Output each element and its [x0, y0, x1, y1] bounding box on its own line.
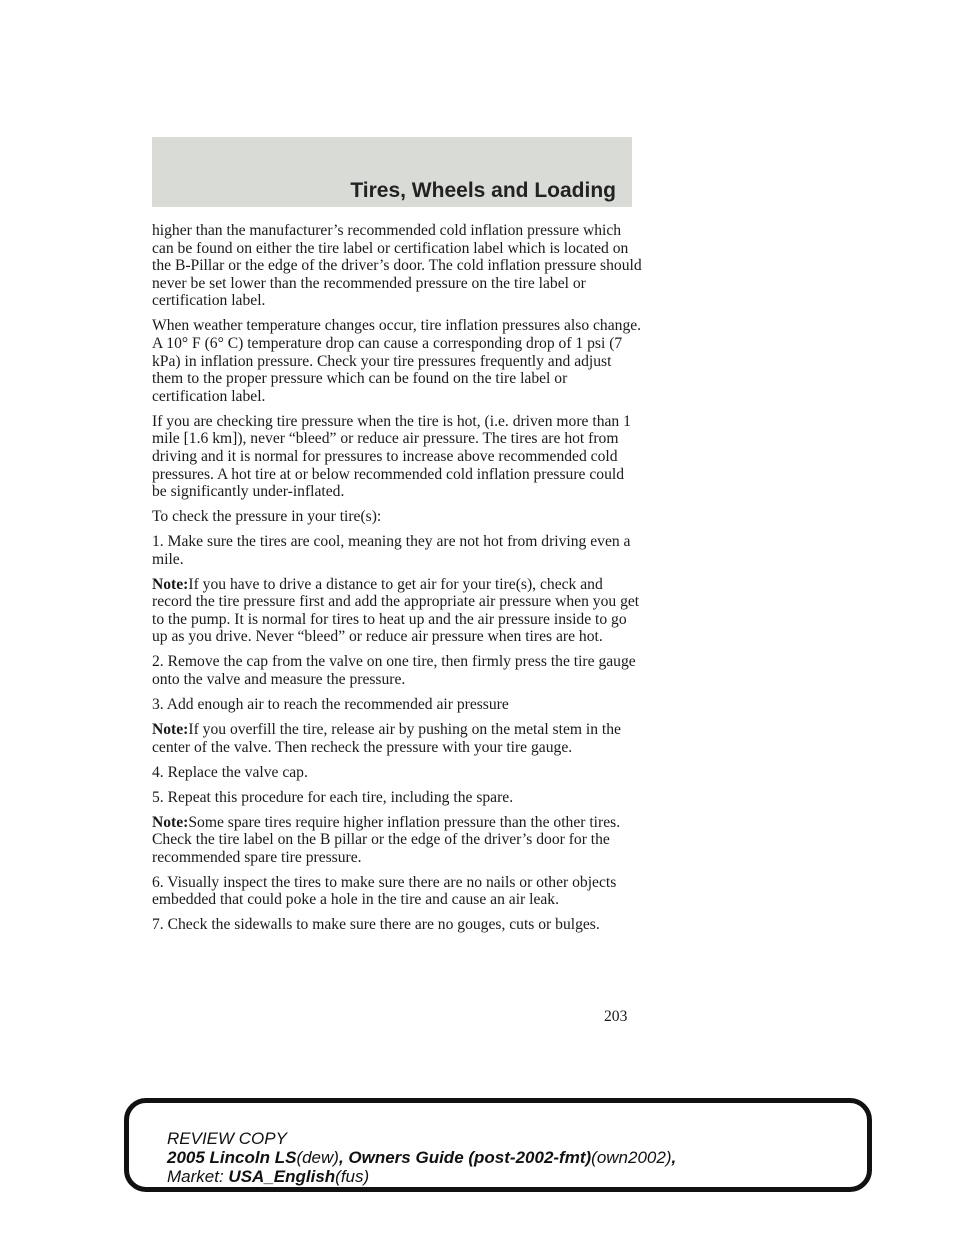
- step-2: 2. Remove the cap from the valve on one tire, then firmly press the tire gauge onto the valve and measure the pressure.: [152, 653, 636, 688]
- note: [152, 814, 642, 867]
- step-1: 1. Make sure the tires are cool, meaning they are not hot from driving even a mile.: [152, 533, 631, 568]
- note-label: Note:: [152, 813, 189, 831]
- market-label: Market:: [167, 1167, 224, 1186]
- paragraph: When weather temperature changes occur, tire inflation pressures also change. A 10° F (6° C) temperature drop can cause a corresponding drop of 1 psi (7 kPa) in inflation pressure. Check your tire pressures frequently and adjust them to the proper pressure which can be found on the tire label or certification label.: [152, 317, 642, 405]
- market-code: (fus): [335, 1167, 370, 1186]
- note: [152, 721, 642, 756]
- step-6: 6. Visually inspect the tires to make sure there are no nails or other objects embedded that could poke a hole in the tire and cause an air leak.: [152, 873, 617, 909]
- review-copy-line: REVIEW COPY: [167, 1129, 287, 1148]
- document-id-line: [167, 1148, 676, 1167]
- note-label: Note:: [152, 720, 189, 738]
- note: [152, 576, 642, 646]
- review-copy-text: [167, 1129, 676, 1186]
- body-text: [152, 222, 642, 941]
- note-label: Note:: [152, 575, 189, 593]
- guide-code: (own2002): [591, 1148, 672, 1167]
- note-text: Some spare tires require higher inflation pressure than the other tires. Check the tire label on the B pillar or the edge of the driver’s door for the recommended spare tire pressure.: [152, 813, 621, 866]
- paragraph: If you are checking tire pressure when the tire is hot, (i.e. driven more than 1 mile [1.6 km]), never “bleed” or reduce air pressure. The tires are hot from driving and it is normal for pressures to increase above recommended cold pressures. A hot tire at or below recommended cold inflation pressure could be significantly under-inflated.: [152, 412, 631, 501]
- section-header-band: [152, 137, 632, 207]
- paragraph: higher than the manufacturer’s recommended cold inflation pressure which can be found on either the tire label or certification label which is located on the B-Pillar or the edge of the driver’s door. The cold inflation pressure should never be set lower than the recommended pressure on the tire label or certification label.: [152, 222, 642, 310]
- step-4: 4. Replace the valve cap.: [152, 763, 308, 781]
- note-text: If you overfill the tire, release air by pushing on the metal stem in the center of the valve. Then recheck the pressure with your tire gauge.: [152, 720, 621, 756]
- model-name: 2005 Lincoln LS: [167, 1148, 297, 1167]
- model-code: (dew): [296, 1148, 339, 1167]
- page-number: 203: [604, 1008, 628, 1025]
- separator: ,: [671, 1148, 677, 1167]
- section-title: Tires, Wheels and Loading: [350, 179, 616, 202]
- note-text: If you have to drive a distance to get air for your tire(s), check and record the tire pressure first and add the appropriate air pressure when you get to the pump. It is normal for tires to heat up and the air pressure inside to go up as you drive. Never “bleed” or reduce air pressure when tires are hot.: [152, 575, 640, 646]
- review-copy-box: [124, 1098, 872, 1192]
- market-name: USA_English: [228, 1167, 336, 1186]
- step-7: 7. Check the sidewalls to make sure there are no gouges, cuts or bulges.: [152, 916, 600, 934]
- step-3: 3. Add enough air to reach the recommended air pressure: [152, 695, 509, 713]
- paragraph: To check the pressure in your tire(s):: [152, 508, 382, 526]
- step-5: 5. Repeat this procedure for each tire, including the spare.: [152, 788, 514, 806]
- guide-name: , Owners Guide (post-2002-fmt): [338, 1148, 592, 1167]
- market-line: [167, 1167, 676, 1186]
